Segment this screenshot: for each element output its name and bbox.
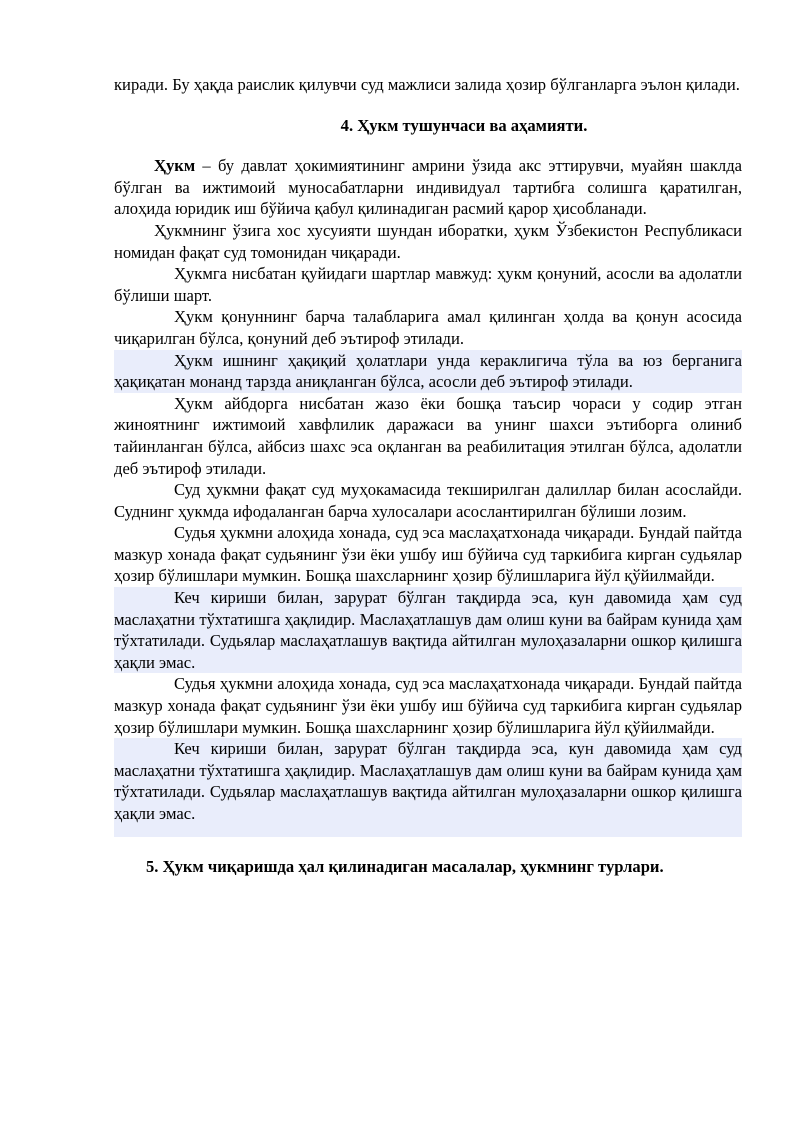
document-body (114, 74, 742, 877)
paragraph-10: Судья ҳукмни алоҳида хонада, суд эса маслаҳатхонада чиқаради. Бундай пайтда мазкур хонада фақат судьянинг ўзи ёки ушбу иш бўйича суд таркибига кирган судьялар ҳозир бўлишлари мумкин. Бошқа шахсларнинг ҳозир бўлишларига йўл қўйилмайди. (114, 674, 742, 737)
paragraph-11: Кеч кириши билан, зарурат бўлган тақдирда эса, кун давомида ҳам суд маслаҳатни тўхтатишга ҳақлидир. Маслаҳатлашув дам олиш куни ва байрам кунида ҳам тўхтатилади. Судьялар маслаҳатлашув вақтида айтилган мулоҳазаларни ошкор қилишга ҳақли эмас. (114, 739, 742, 823)
paragraph-5: Ҳукм ишнинг ҳақиқий ҳолатлари унда кераклигича тўла ва юз берганига ҳақиқатан монанд тарзда аниқланган бўлса, асосли деб эътироф этилади. (114, 350, 742, 392)
paragraph-8: Судья ҳукмни алоҳида хонада, суд эса маслаҳатхонада чиқаради. Бундай пайтда мазкур хонада фақат судьянинг ўзи ёки ушбу иш бўйича суд таркибига кирган судьялар ҳозир бўлишлари мумкин. Бошқа шахсларнинг ҳозир бўлишларига йўл қўйилмайди. (114, 523, 742, 586)
paragraph-9: Кеч кириши билан, зарурат бўлган тақдирда эса, кун давомида ҳам суд маслаҳатни тўхтатишга ҳақлидир. Маслаҳатлашув дам олиш куни ва байрам кунида ҳам тўхтатилади. Судьялар маслаҳатлашув вақтида айтилган мулоҳазаларни ошкор қилишга ҳақли эмас. (114, 588, 742, 672)
paragraph-3: Ҳукмга нисбатан қуйидаги шартлар мавжуд: ҳукм қонуний, асосли ва адолатли бўлиши шарт. (114, 264, 742, 305)
paragraph-7: Суд ҳукмни фақат суд муҳокамасида текширилган далиллар билан асослайди. Суднинг ҳукмда ифодаланган барча хулосалари асослантирилган бўлиши лозим. (114, 480, 742, 521)
paragraph-definition (114, 155, 742, 220)
paragraph-6: Ҳукм айбдорга нисбатан жазо ёки бошқа таъсир чораси у содир этган жиноятнинг ижтимоий хавфлилик даражаси ва унинг шахси эътиборга олиниб тайинланган бўлса, айбсиз шахс эса оқланган ва реабилитация этилган бўлса, адолатли деб эътироф этилади. (114, 393, 742, 478)
paragraph-4: Ҳукм қонуннинг барча талабларига амал қилинган ҳолда ва қонун асосида чиқарилган бўлса, қонуний деб эътироф этилади. (114, 307, 742, 348)
section-heading-5: 5. Ҳукм чиқаришда ҳал қилинадиган масалалар, ҳукмнинг турлари. (146, 856, 664, 876)
section-heading-4: 4. Ҳукм тушунчаси ва аҳамияти. (340, 115, 588, 135)
paragraph-2: Ҳукмнинг ўзига хос хусуияти шундан иборатки, ҳукм Ўзбекистон Республикаси номидан фақат суд томонидан чиқаради. (114, 220, 742, 262)
term-hukm: Ҳукм (154, 156, 196, 176)
definition-text: – бу давлат ҳокимиятининг амрини ўзида акс эттирувчи, муайян шаклда бўлган ва ижтимоий муносабатларни индивидуал тартибга солишга қаратилган, алоҳида юридик иш бўйича қабул қилинадиган расмий қарор ҳисобланади. (114, 156, 742, 219)
highlight-spacer (114, 825, 742, 837)
paragraph-intro: киради. Бу ҳақда раислик қилувчи суд мажлиси залида ҳозир бўлганларга эълон қилади. (114, 75, 740, 94)
